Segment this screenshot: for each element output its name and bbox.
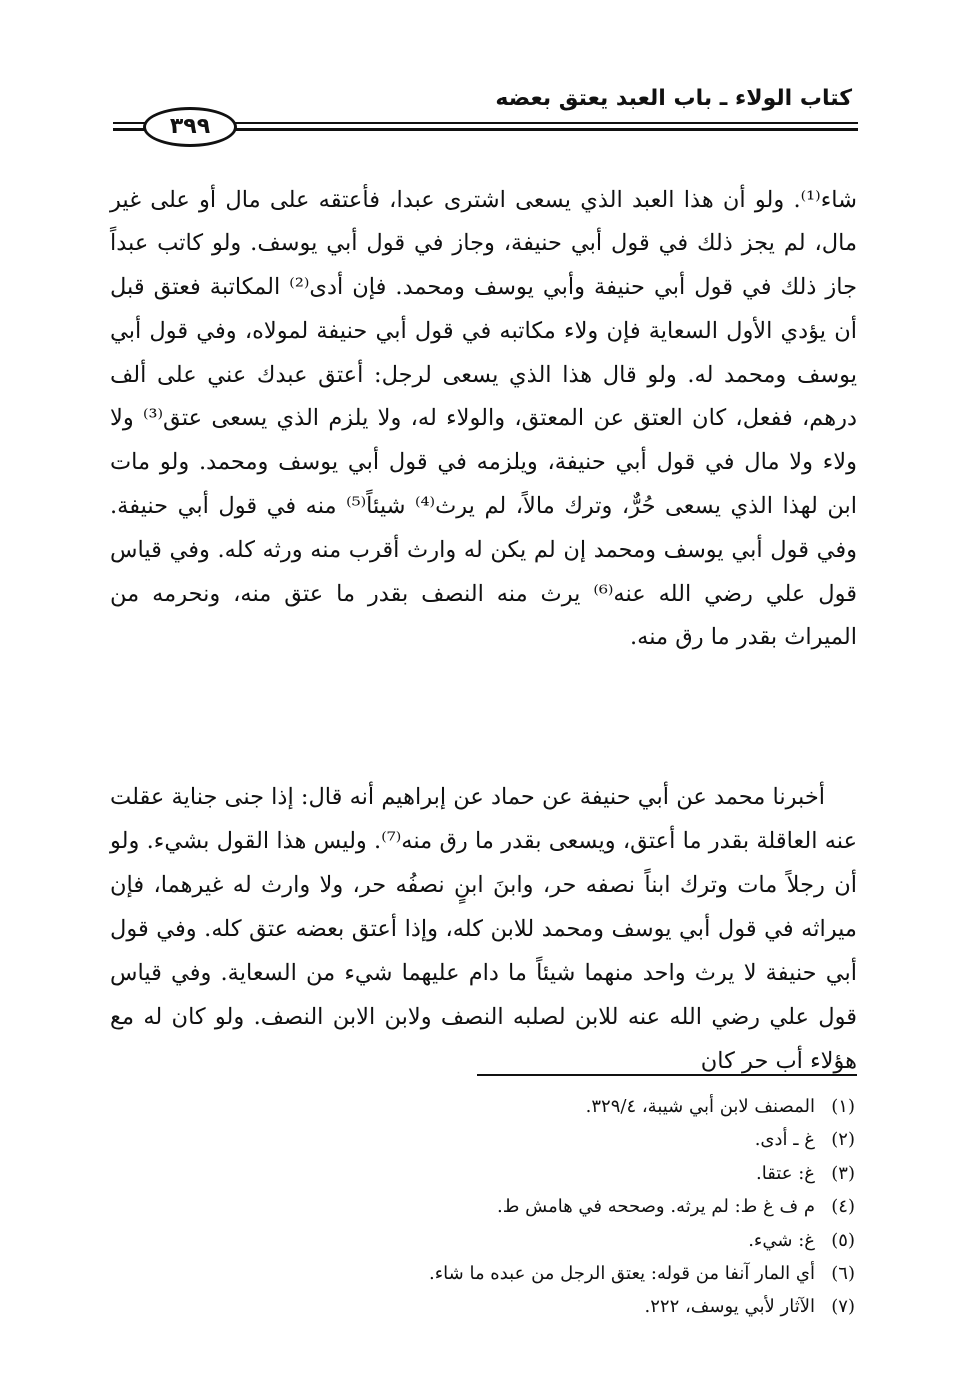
footnote-number: (٧) [831, 1296, 855, 1318]
footnote-text: غ: عتقا. [755, 1162, 815, 1184]
footnote-item [429, 1257, 855, 1290]
footnote-text: المصنف لابن أبي شيبة، ٣٢٩/٤. [585, 1096, 815, 1117]
footnote-number: (٢) [831, 1129, 855, 1151]
footnote-item [429, 1290, 855, 1323]
footnote-item [429, 1190, 855, 1223]
footnote-number: (١) [831, 1096, 855, 1117]
body-paragraph-2: أخبرنا محمد عن أبي حنيفة عن حماد عن إبراهيم أنه قال: إذا جنى جناية عقلت عنه العاقلة بقدر ما أعتق، ويسعى بقدر ما رق منه⁽⁷⁾. وليس هذا القول بشيء. ولو أن رجلاً مات وترك ابناً نصفه حر، وابنَ ابنٍ نصفُه حر، ولا وارث له غيرهما، فإن ميراثه في قول أبي يوسف ومحمد للابن كله، وإذا أعتق بعضه عتق كله. وفي قول أبي حنيفة لا يرث واحد منهما شيئاً ما دام عليهما شيء من السعاية. وفي قياس قول علي رضي الله عنه للابن لصلبه النصف ولابن الابن النصف. ولو كان له مع هؤلاء أب حر كان [110, 783, 857, 1074]
footnote-list [429, 1090, 855, 1324]
footnote-item [429, 1090, 855, 1123]
running-header-title: كتاب الولاء ـ باب العبد يعتق بعضه [495, 86, 852, 111]
footnote-text: الآثار لأبي يوسف، ٢٢٢. [644, 1296, 815, 1318]
footnote-item [429, 1157, 855, 1190]
footnote-item [429, 1123, 855, 1156]
body-paragraph-1: شاء⁽¹⁾. ولو أن هذا العبد الذي يسعى اشترى عبدا، فأعتقه على مال أو على غير مال، لم يجز ذلك في قول أبي حنيفة، وجاز في قول أبي يوسف. ولو كاتب عبداً جاز ذلك في قول أبي حنيفة وأبي يوسف ومحمد. فإن أدى⁽²⁾ المكاتبة فعتق قبل أن يؤدي الأول السعاية فإن ولاء مكاتبه في قول أبي حنيفة لمولاه، وفي قول أبي يوسف ومحمد له. ولو قال هذا الذي يسعى لرجل: أعتق عبدك عني على ألف درهم، ففعل، كان العتق عن المعتق، والولاء له، ولا يلزم الذي يسعى عتق⁽³⁾ ولا ولاء ولا مال في قول أبي حنيفة، ويلزمه في قول أبي يوسف ومحمد. ولو مات ابن لهذا الذي يسعى حُرٌّ، وترك مالاً، لم يرث⁽⁴⁾ شيئاً⁽⁵⁾ منه في قول أبي حنيفة. وفي قول أبي يوسف ومحمد إن لم يكن له وارث أقرب منه ورثه كله. وفي قياس قول علي رضي الله عنه⁽⁶⁾ يرث منه النصف بقدر ما عتق منه، ونحرمه من الميراث بقدر ما رق منه. [110, 186, 857, 651]
footnote-text: م ف غ ط: لم يرثه. وصححه في هامش ط. [497, 1196, 815, 1218]
footnote-number: (٥) [831, 1229, 855, 1251]
footnote-number: (٣) [831, 1162, 855, 1184]
footnote-number: (٤) [831, 1196, 855, 1218]
footnote-item [429, 1224, 855, 1257]
footnote-number: (٦) [831, 1262, 855, 1284]
footnote-text: غ ـ أدى. [754, 1129, 815, 1151]
page-number-badge: ٣٩٩ [143, 107, 237, 147]
footnote-text: أي المار آنفا من قوله: يعتق الرجل من عبده ما شاء. [428, 1262, 815, 1284]
footnote-separator [477, 1074, 857, 1076]
footnote-text: غ: شيء. [748, 1229, 815, 1251]
